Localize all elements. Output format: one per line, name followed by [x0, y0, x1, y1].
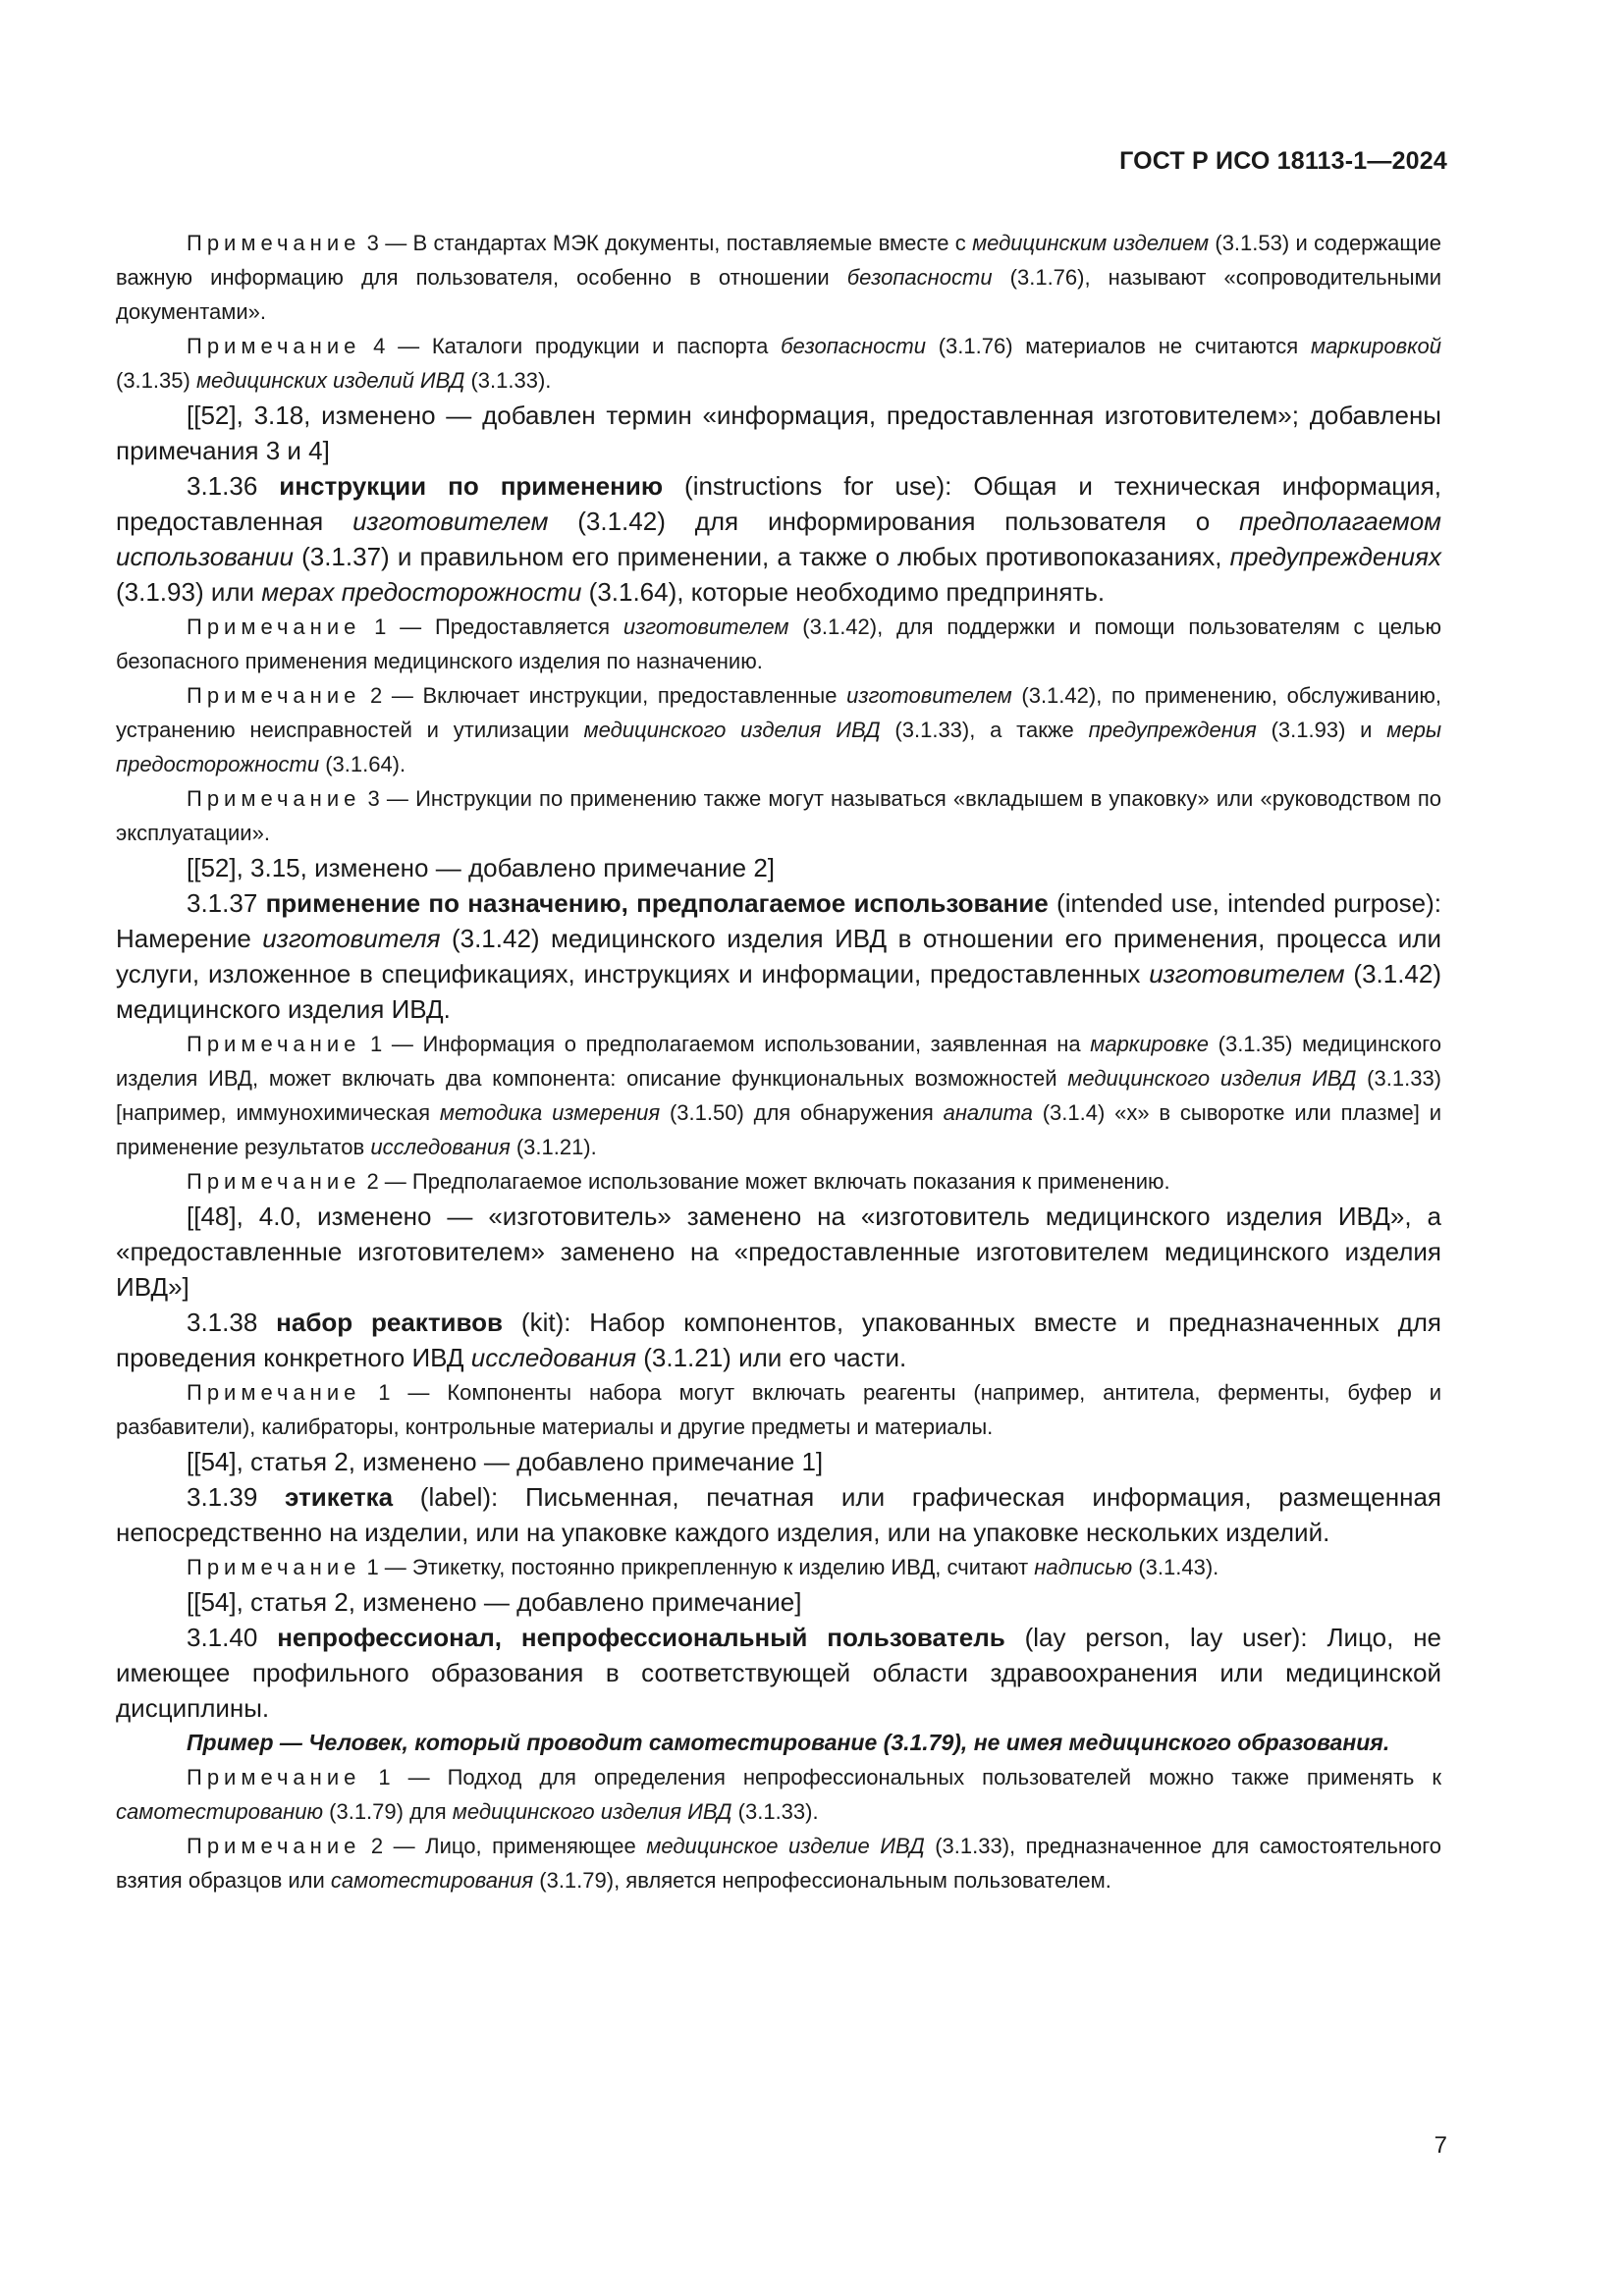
note-label: Примечание	[187, 1032, 361, 1056]
source-reference: [[52], 3.18, изменено — добавлен термин «информация, предоставленная изготовителем»; добавлены примечания 3 и 4]	[116, 400, 1441, 465]
term-definition: 3.1.39 этикетка (label): Письменная, печатная или графическая информация, размещенная непосредственно на изделии, или на упаковке каждого изделия, или на упаковке нескольких изделий.	[116, 1482, 1441, 1547]
note-label: Примечание	[187, 1555, 361, 1579]
term-name: инструкции по применению	[279, 471, 664, 501]
document-body	[116, 226, 1441, 1897]
source-reference: [[54], статья 2, изменено — добавлено примечание 1]	[187, 1447, 824, 1476]
term-name: применение по назначению, предполагаемое использование	[265, 888, 1049, 918]
note-paragraph: Примечание 2 — Предполагаемое использование может включать показания к применению.	[187, 1169, 1170, 1194]
note-paragraph: Примечание 3 — Инструкции по применению также могут называться «вкладышем в упаковку» или «руководством по эксплуатации».	[116, 786, 1441, 845]
term-definition: 3.1.36 инструкции по применению (instructions for use): Общая и техническая информация, предоставленная изготовителем (3.1.42) для информирования пользователя о предполагаемом использовании (3.1.37) и правильном его применении, а также о любых противопоказаниях, предупреждениях (3.1.93) или мерах предосторожности (3.1.64), которые необходимо предпринять.	[116, 471, 1442, 607]
note-paragraph: Примечание 1 — Информация о предполагаемом использовании, заявленная на маркировке (3.1.35) медицинского изделия ИВД, может включать два компонента: описание функциональных возможностей медицинского изделия ИВД (3.1.33) [например, иммунохимическая методика измерения (3.1.50) для обнаружения аналита (3.1.4) «х» в сыворотке или плазме] и применение результатов исследования (3.1.21).	[116, 1032, 1442, 1159]
note-paragraph: Примечание 1 — Этикетку, постоянно прикрепленную к изделию ИВД, считают надписью (3.1.43).	[187, 1555, 1219, 1579]
note-paragraph: Примечание 1 — Компоненты набора могут включать реагенты (например, антитела, ферменты, буфер и разбавители), калибраторы, контрольные материалы и другие предметы и материалы.	[116, 1380, 1441, 1439]
term-definition: 3.1.38 набор реактивов (kit): Набор компонентов, упакованных вместе и предназначенных для проведения конкретного ИВД исследования (3.1.21) или его части.	[116, 1308, 1441, 1372]
note-paragraph: Примечание 1 — Подход для определения непрофессиональных пользователей можно также применять к самотестированию (3.1.79) для медицинского изделия ИВД (3.1.33).	[116, 1765, 1441, 1824]
example-paragraph: Пример — Человек, который проводит самотестирование (3.1.79), не имея медицинского образования.	[187, 1730, 1390, 1755]
term-name: этикетка	[285, 1482, 394, 1512]
note-label: Примечание	[187, 334, 361, 358]
note-paragraph: Примечание 3 — В стандартах МЭК документы, поставляемые вместе с медицинским изделием (3.1.53) и содержащие важную информацию для пользователя, особенно в отношении безопасности (3.1.76), называют «сопроводительными документами».	[116, 231, 1441, 324]
note-label: Примечание	[187, 231, 361, 255]
note-label: Примечание	[187, 683, 361, 708]
note-paragraph: Примечание 1 — Предоставляется изготовителем (3.1.42), для поддержки и помощи пользователям с целью безопасного применения медицинского изделия по назначению.	[116, 614, 1441, 673]
note-label: Примечание	[187, 1765, 361, 1789]
note-label: Примечание	[187, 614, 361, 639]
term-name: непрофессионал, непрофессиональный пользователь	[277, 1623, 1005, 1652]
note-paragraph: Примечание 4 — Каталоги продукции и паспорта безопасности (3.1.76) материалов не считаются маркировкой (3.1.35) медицинских изделий ИВД (3.1.33).	[116, 334, 1441, 393]
note-paragraph: Примечание 2 — Лицо, применяющее медицинское изделие ИВД (3.1.33), предназначенное для самостоятельного взятия образцов или самотестирования (3.1.79), является непрофессиональным пользователем.	[116, 1834, 1441, 1893]
term-name: набор реактивов	[276, 1308, 504, 1337]
term-definition: 3.1.40 непрофессионал, непрофессиональный пользователь (lay person, lay user): Лицо, не имеющее профильного образования в соответствующей области здравоохранения или медицинской дисциплины.	[116, 1623, 1442, 1723]
source-reference: [[54], статья 2, изменено — добавлено примечание]	[187, 1587, 802, 1617]
page-number: 7	[1434, 2132, 1447, 2159]
source-reference: [[48], 4.0, изменено — «изготовитель» заменено на «изготовитель медицинского изделия ИВД», а «предоставленные изготовителем» заменено на «предоставленные изготовителем медицинского изделия ИВД»]	[116, 1201, 1441, 1302]
note-paragraph: Примечание 2 — Включает инструкции, предоставленные изготовителем (3.1.42), по применению, обслуживанию, устранению неисправностей и утилизации медицинского изделия ИВД (3.1.33), а также предупреждения (3.1.93) и меры предосторожности (3.1.64).	[116, 683, 1442, 776]
note-label: Примечание	[187, 786, 361, 811]
note-label: Примечание	[187, 1380, 361, 1405]
source-reference: [[52], 3.15, изменено — добавлено примечание 2]	[187, 853, 776, 882]
document-code-header: ГОСТ Р ИСО 18113-1—2024	[1119, 147, 1447, 175]
term-definition: 3.1.37 применение по назначению, предполагаемое использование (intended use, intended purpose): Намерение изготовителя (3.1.42) медицинского изделия ИВД в отношении его применения, процесса или услуги, изложенное в спецификациях, инструкциях и информации, предоставленных изготовителем (3.1.42) медицинского изделия ИВД.	[116, 888, 1442, 1024]
note-label: Примечание	[187, 1834, 361, 1858]
note-label: Примечание	[187, 1169, 361, 1194]
